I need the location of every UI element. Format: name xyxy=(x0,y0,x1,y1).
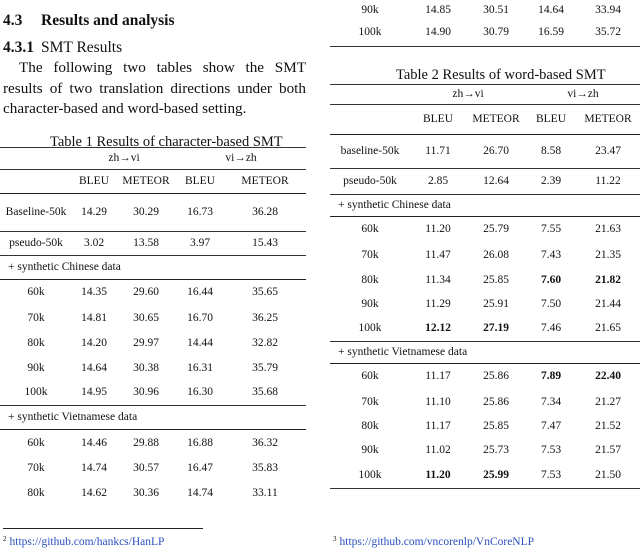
table-row xyxy=(330,317,640,342)
cell: 3.97 xyxy=(176,232,224,256)
table-row xyxy=(330,217,640,243)
table-row xyxy=(330,293,640,317)
table-row xyxy=(330,364,640,390)
cell: 30.38 xyxy=(133,361,159,374)
row-label: 70k xyxy=(361,395,379,408)
table-row xyxy=(0,331,306,356)
row-label: pseudo-50k xyxy=(0,232,72,256)
cell: 14.64 xyxy=(538,3,564,16)
table-row xyxy=(330,20,640,46)
row-label: 90k xyxy=(361,298,379,310)
footnote-link-vncorenlp[interactable]: https://github.com/vncorenlp/VnCoreNLP xyxy=(339,536,535,548)
cell: 25.85 xyxy=(483,273,509,286)
table2-metric: METEOR xyxy=(576,105,640,135)
cell: 14.46 xyxy=(72,430,116,457)
row-label: 80k xyxy=(361,273,379,286)
table1-dir-zh-vi: zh→vi xyxy=(72,148,176,170)
section-heading xyxy=(3,12,175,30)
table1-metric: BLEU xyxy=(72,170,116,194)
cell: 21.52 xyxy=(595,420,621,432)
table-row xyxy=(0,232,306,256)
table2-direction-header xyxy=(330,85,640,105)
cell: 8.58 xyxy=(526,135,576,169)
cell: 7.46 xyxy=(540,322,562,335)
row-label: 90k xyxy=(361,444,379,456)
table1-metric: BLEU xyxy=(176,170,224,194)
table-row xyxy=(330,463,640,489)
table1-caption: Table 1 Results of character-based SMT xyxy=(50,134,283,150)
footnote-mark: 3 xyxy=(333,535,337,543)
row-label: 60k xyxy=(330,364,410,390)
table2 xyxy=(330,84,640,489)
cell: 35.68 xyxy=(252,386,278,399)
cell: 14.29 xyxy=(72,194,116,232)
cell: 11.02 xyxy=(425,444,451,456)
cell-best: 27.19 xyxy=(483,322,509,335)
cell: 21.50 xyxy=(576,463,640,489)
table-row xyxy=(330,390,640,415)
group-label: + synthetic Vietnamese data xyxy=(0,406,306,430)
group-label: + synthetic Chinese data xyxy=(330,195,640,217)
footnote-2 xyxy=(3,536,164,548)
cell: 11.20 xyxy=(410,217,466,243)
table-row xyxy=(0,481,306,506)
cell: 21.35 xyxy=(595,248,621,261)
cell: 35.79 xyxy=(252,361,278,374)
group-label: + synthetic Vietnamese data xyxy=(330,342,640,364)
cell: 14.74 xyxy=(187,486,213,499)
cell: 14.62 xyxy=(81,486,107,499)
cell: 16.31 xyxy=(187,361,213,374)
cell: 36.25 xyxy=(252,311,278,324)
cell: 11.17 xyxy=(425,420,451,432)
table-row xyxy=(0,381,306,406)
cell: 16.88 xyxy=(176,430,224,457)
cell-best: 22.40 xyxy=(576,364,640,390)
intro-paragraph: The following two tables show the SMT results of two translation directions under both character-based and word-based setting. xyxy=(3,59,306,117)
cell: 30.79 xyxy=(466,20,526,46)
cell: 21.57 xyxy=(595,444,621,456)
footnote-rule xyxy=(3,528,203,529)
cell: 16.59 xyxy=(526,20,576,46)
group-label-row xyxy=(0,256,306,280)
cell-best: 12.12 xyxy=(425,322,451,335)
group-label: + synthetic Chinese data xyxy=(0,256,306,280)
row-label: 70k xyxy=(361,248,379,261)
cell: 36.32 xyxy=(224,430,306,457)
cell: 29.97 xyxy=(133,336,159,349)
table-row xyxy=(0,356,306,381)
cell: 11.29 xyxy=(425,298,451,310)
group-label-row xyxy=(330,195,640,217)
cell: 14.74 xyxy=(81,462,107,474)
table2-dir-vi-zh: vi→zh xyxy=(526,85,640,105)
table1 xyxy=(0,147,306,506)
cell: 25.91 xyxy=(483,298,509,310)
cell: 35.72 xyxy=(576,20,640,46)
table1-metric: METEOR xyxy=(224,170,306,194)
cell: 12.64 xyxy=(466,169,526,195)
cell: 25.79 xyxy=(466,217,526,243)
cell-best: 21.82 xyxy=(595,273,621,286)
row-label: 60k xyxy=(330,217,410,243)
cell: 14.44 xyxy=(187,336,213,349)
cell: 13.58 xyxy=(116,232,176,256)
row-label: 90k xyxy=(361,3,379,16)
cell-best: 7.60 xyxy=(540,273,562,286)
row-label: Baseline-50k xyxy=(0,194,72,232)
row-label: pseudo-50k xyxy=(330,169,410,195)
cell: 7.55 xyxy=(526,217,576,243)
cell: 16.70 xyxy=(187,311,213,324)
cell: 7.47 xyxy=(540,420,562,432)
cell: 7.34 xyxy=(540,395,562,408)
cell: 30.96 xyxy=(133,386,159,399)
cell: 26.70 xyxy=(466,135,526,169)
cell: 3.02 xyxy=(72,232,116,256)
cell: 7.43 xyxy=(540,248,562,261)
cell: 30.36 xyxy=(133,486,159,499)
cell: 29.60 xyxy=(116,280,176,306)
row-label: 100k xyxy=(24,386,48,399)
cell: 16.73 xyxy=(176,194,224,232)
cell: 25.85 xyxy=(483,420,509,432)
cell: 11.10 xyxy=(425,395,451,408)
table1-dir-vi-zh: vi→zh xyxy=(176,148,306,170)
cell: 14.35 xyxy=(72,280,116,306)
cell: 2.39 xyxy=(526,169,576,195)
table2-metric: BLEU xyxy=(410,105,466,135)
footnote-mark: 2 xyxy=(3,535,7,543)
cell: 7.53 xyxy=(526,463,576,489)
subsection-title: SMT Results xyxy=(41,39,123,56)
section-title: Results and analysis xyxy=(41,12,175,29)
table2-dir-zh-vi: zh→vi xyxy=(410,85,526,105)
cell: 30.51 xyxy=(483,3,509,16)
table2-metric-header xyxy=(330,105,640,135)
cell: 23.47 xyxy=(576,135,640,169)
cell: 29.88 xyxy=(116,430,176,457)
cell: 33.94 xyxy=(595,3,621,16)
cell: 7.50 xyxy=(540,298,562,310)
group-label-row xyxy=(0,406,306,430)
table-row xyxy=(330,135,640,169)
footnote-3 xyxy=(333,536,534,548)
table-row xyxy=(0,430,306,457)
cell: 11.47 xyxy=(425,248,451,261)
table2-metric: METEOR xyxy=(466,105,526,135)
cell: 11.17 xyxy=(410,364,466,390)
cell: 7.53 xyxy=(540,444,562,456)
row-label: 100k xyxy=(330,20,410,46)
subsection-heading xyxy=(3,39,122,57)
row-label: baseline-50k xyxy=(330,135,410,169)
cell: 2.85 xyxy=(410,169,466,195)
table-row xyxy=(330,415,640,439)
row-label: 100k xyxy=(358,322,382,335)
row-label: 80k xyxy=(27,336,45,349)
cell: 21.63 xyxy=(576,217,640,243)
cell: 33.11 xyxy=(252,486,278,499)
cell: 11.34 xyxy=(425,273,451,286)
row-label: 80k xyxy=(27,486,45,499)
cell: 25.86 xyxy=(466,364,526,390)
cell: 11.71 xyxy=(410,135,466,169)
table-row xyxy=(330,0,640,20)
cell: 26.08 xyxy=(483,248,509,261)
table-row xyxy=(0,280,306,306)
cell-best: 25.99 xyxy=(466,463,526,489)
cell: 35.83 xyxy=(252,462,278,474)
table-row xyxy=(0,306,306,331)
cell-best: 11.20 xyxy=(410,463,466,489)
table-row xyxy=(0,457,306,481)
table-row xyxy=(330,268,640,293)
cell: 30.57 xyxy=(133,462,159,474)
cell: 16.44 xyxy=(176,280,224,306)
cell: 21.65 xyxy=(595,322,621,335)
table-row xyxy=(330,169,640,195)
cell: 14.64 xyxy=(81,361,107,374)
cell: 14.81 xyxy=(81,311,107,324)
cell: 16.30 xyxy=(187,386,213,399)
cell: 14.20 xyxy=(81,336,107,349)
cell: 16.47 xyxy=(187,462,213,474)
cell: 32.82 xyxy=(252,336,278,349)
cell: 36.28 xyxy=(224,194,306,232)
table1-direction-header xyxy=(0,148,306,170)
row-label: 90k xyxy=(27,361,45,374)
table-row xyxy=(330,243,640,268)
cell: 21.27 xyxy=(595,395,621,408)
cell: 14.90 xyxy=(410,20,466,46)
table1-metric: METEOR xyxy=(116,170,176,194)
cell: 25.73 xyxy=(483,444,509,456)
cell: 25.86 xyxy=(483,395,509,408)
table1-continued xyxy=(330,0,640,47)
cell: 15.43 xyxy=(224,232,306,256)
cell: 14.95 xyxy=(81,386,107,399)
row-label: 70k xyxy=(27,462,45,474)
footnote-link-hanlp[interactable]: https://github.com/hankcs/HanLP xyxy=(9,536,165,548)
subsection-number: 4.3.1 xyxy=(3,39,34,56)
table1-metric-header xyxy=(0,170,306,194)
row-label: 80k xyxy=(361,420,379,432)
cell: 30.29 xyxy=(116,194,176,232)
cell: 21.44 xyxy=(595,298,621,310)
cell: 35.65 xyxy=(224,280,306,306)
cell: 30.65 xyxy=(133,311,159,324)
row-label: 60k xyxy=(0,430,72,457)
table-row xyxy=(0,194,306,232)
section-number: 4.3 xyxy=(3,12,23,29)
cell-best: 7.89 xyxy=(526,364,576,390)
group-label-row xyxy=(330,342,640,364)
cell: 14.85 xyxy=(425,3,451,16)
table2-metric: BLEU xyxy=(526,105,576,135)
row-label: 70k xyxy=(27,311,45,324)
cell: 11.22 xyxy=(576,169,640,195)
row-label: 60k xyxy=(0,280,72,306)
table-row xyxy=(330,439,640,463)
row-label: 100k xyxy=(330,463,410,489)
table2-caption: Table 2 Results of word-based SMT xyxy=(396,67,606,83)
